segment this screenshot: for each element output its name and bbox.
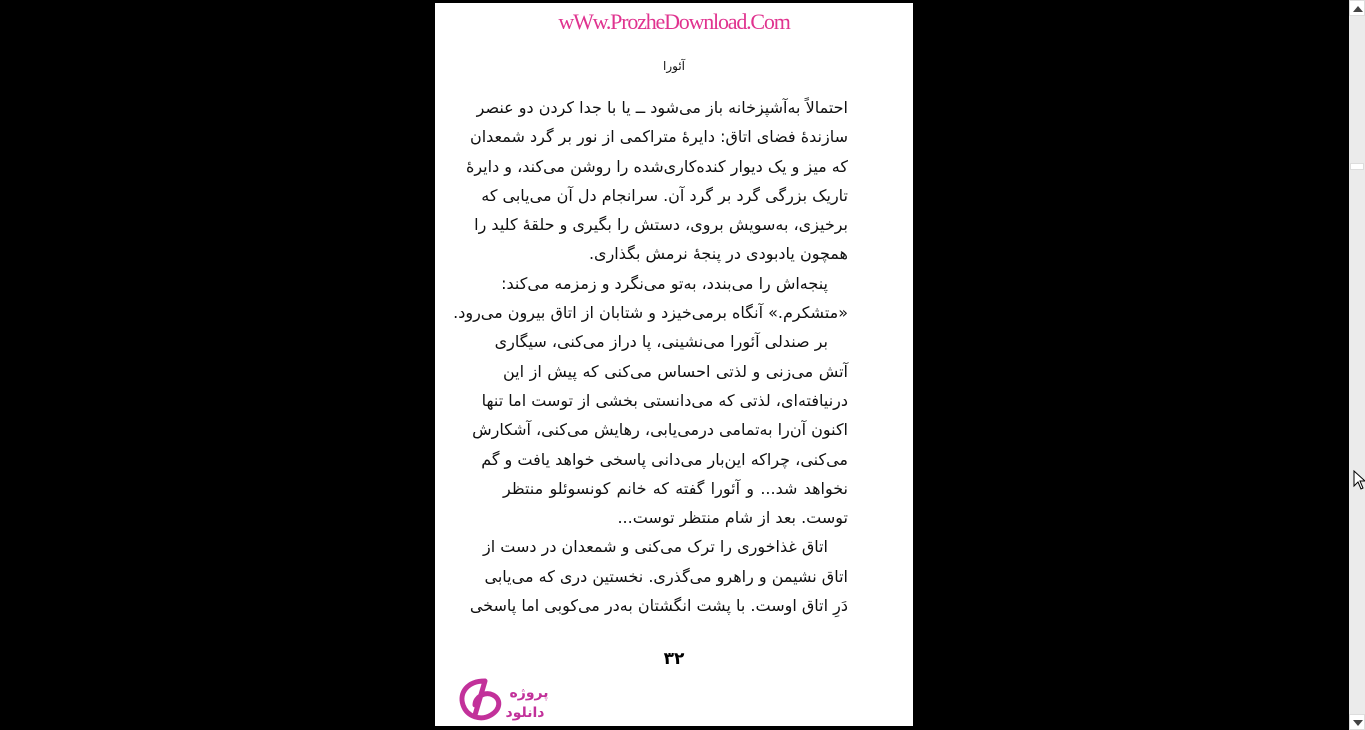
arrow-down-icon bbox=[1353, 720, 1363, 726]
document-page bbox=[435, 3, 913, 726]
scroll-down-button[interactable] bbox=[1349, 714, 1365, 730]
text-line: تاریک بزرگی گرد بر گرد آن. سرانجام دل آن می‌یابی که bbox=[481, 185, 848, 205]
watermark-url: wWw.ProzheDownload.Com bbox=[558, 9, 790, 34]
text-line: سازندهٔ فضای اتاق: دایرهٔ متراکمی از نور بر گرد شمعدان bbox=[469, 127, 848, 147]
text-line: دَرِ اتاق اوست. با پشت انگشتان به‌در می‌کوبی اما پاسخی bbox=[469, 596, 848, 616]
prozhe-download-logo bbox=[457, 675, 557, 725]
text-line: پنجه‌اش را می‌بندد، به‌تو می‌نگرد و زمزمه می‌کند: bbox=[501, 273, 828, 293]
scroll-up-button[interactable] bbox=[1349, 0, 1365, 16]
running-title: آئورا bbox=[662, 59, 685, 73]
text-line: آتش می‌زنی و لذتی احساس می‌کنی که پیش از این bbox=[503, 361, 848, 381]
text-line: «متشکرم.» آنگاه برمی‌خیزد و شتابان از اتاق بیرون می‌رود. bbox=[453, 303, 848, 323]
arrow-up-icon bbox=[1353, 6, 1363, 12]
text-line: توست. بعد از شام منتظر توست... bbox=[617, 508, 848, 528]
vertical-scrollbar[interactable] bbox=[1349, 0, 1365, 730]
text-line: برخیزی، به‌سویش بروی، دستش را بگیری و حلقهٔ کلید را bbox=[474, 215, 848, 235]
text-line: اتاق نشیمن و راهرو می‌گذری. نخستین دری که می‌یابی bbox=[484, 566, 848, 586]
body-text bbox=[453, 93, 848, 620]
text-line: اتاق غذاخوری را ترک می‌کنی و شمعدان در دست از bbox=[483, 537, 828, 557]
text-line: احتمالاً به‌آشپزخانه باز می‌شود ــ یا با جدا کردن دو عنصر bbox=[476, 98, 848, 117]
text-line: اکنون آن‌را به‌تمامی درمی‌یابی، رهایش می‌کنی، آشکارش bbox=[472, 420, 848, 440]
page-number: ۳۲ bbox=[663, 649, 685, 669]
text-line: بر صندلی آئورا می‌نشینی، پا دراز می‌کنی، سیگاری bbox=[494, 332, 828, 352]
text-line: می‌کنی، چراکه این‌بار می‌دانی پاسخی خواهد یافت و گم bbox=[481, 449, 848, 469]
text-line: همچون یادبودی در پنجهٔ نرمش بگذاری. bbox=[588, 244, 848, 264]
scrollbar-thumb[interactable] bbox=[1350, 163, 1364, 170]
mouse-cursor-icon bbox=[1353, 470, 1365, 490]
text-line: درنیافته‌ای، لذتی که می‌دانستی بخشی از توست اما تنها bbox=[481, 390, 848, 410]
svg-text:دانلود: دانلود bbox=[505, 705, 545, 721]
text-line: نخواهد شد... و آئورا گفته که خانم کونسوئلو منتظر bbox=[503, 478, 848, 498]
svg-text:پروژه: پروژه bbox=[509, 685, 549, 701]
text-line: که میز و یک دیوار کنده‌کاری‌شده را روشن می‌کند، و دایرهٔ bbox=[465, 156, 848, 176]
